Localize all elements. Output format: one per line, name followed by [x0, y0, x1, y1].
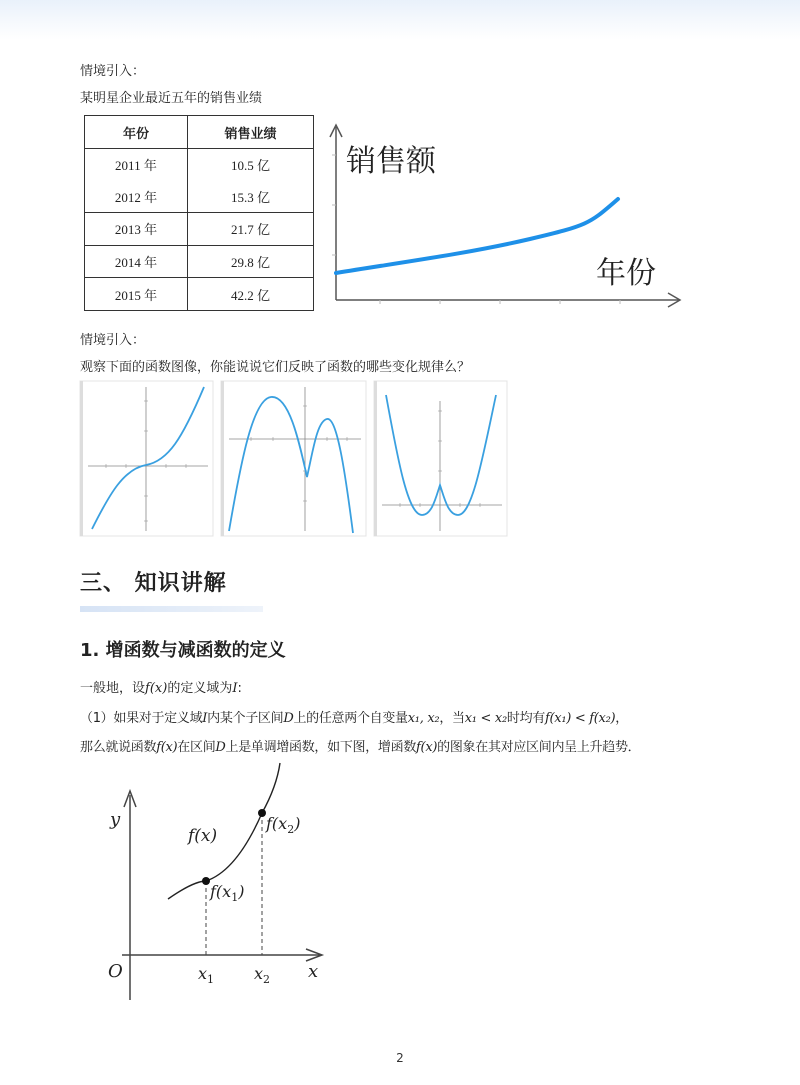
sketch-xlabel: 年份	[596, 256, 656, 291]
curve-label: f(x)	[188, 826, 218, 846]
sales-table	[84, 115, 314, 311]
table-row: 2015 年 42.2 亿	[85, 278, 314, 311]
increasing-function-figure	[100, 755, 340, 1010]
point-x1	[202, 877, 210, 885]
function-plot-cubic	[80, 381, 213, 536]
point-label-1: $f(x_1)$	[210, 882, 245, 904]
table-header-sales: 销售业绩	[187, 116, 313, 149]
function-plot-w	[374, 381, 507, 536]
increasing-curve	[168, 763, 280, 899]
table-row: 2012 年 15.3 亿	[85, 180, 314, 212]
page-number: 2	[396, 1051, 404, 1065]
sales-sketch	[320, 115, 690, 315]
point-x2	[258, 809, 266, 817]
definition-line-3: 那么就说函数f(x)在区间D上是单调增函数，如下图，增函数f(x)的图象在其对应区间内呈上升趋势．	[80, 740, 641, 755]
x1-label: $x_1$	[198, 964, 215, 986]
table-row: 2013 年 21.7 亿	[85, 212, 314, 245]
table-row: 2014 年 29.8 亿	[85, 245, 314, 278]
table-header-year: 年份	[85, 116, 188, 149]
intro-label-2: 情境引入：	[80, 333, 146, 348]
intro-text-1: 某明星企业最近五年的销售业绩	[80, 91, 263, 106]
sketch-ylabel: 销售额	[346, 144, 436, 179]
table-row: 2011 年 10.5 亿	[85, 149, 314, 181]
intro-text-2: 观察下面的函数图像，你能说说它们反映了函数的哪些变化规律么？	[80, 360, 471, 375]
intro-label-1: 情境引入：	[80, 64, 146, 79]
subsection-title: 1. 增函数与减函数的定义	[80, 640, 286, 661]
origin-label: O	[108, 961, 123, 982]
definition-line-1: 一般地，设f(x)的定义域为I:	[80, 681, 242, 696]
x-axis-label: x	[308, 961, 319, 982]
function-plot-wave	[221, 381, 366, 536]
y-axis-label: y	[110, 809, 121, 830]
section-title: 三、 知识讲解	[80, 571, 227, 596]
header-band	[0, 0, 800, 40]
sales-curve	[336, 199, 618, 273]
section-underline	[80, 606, 263, 612]
x2-label: $x_2$	[254, 964, 271, 986]
definition-line-2: （1）如果对于定义域I内某个子区间D上的任意两个自变量x₁, x₂，当x₁ < x₂时均有f(x₁) < f(x₂)，	[80, 711, 628, 726]
point-label-2: $f(x_2)$	[266, 814, 301, 836]
